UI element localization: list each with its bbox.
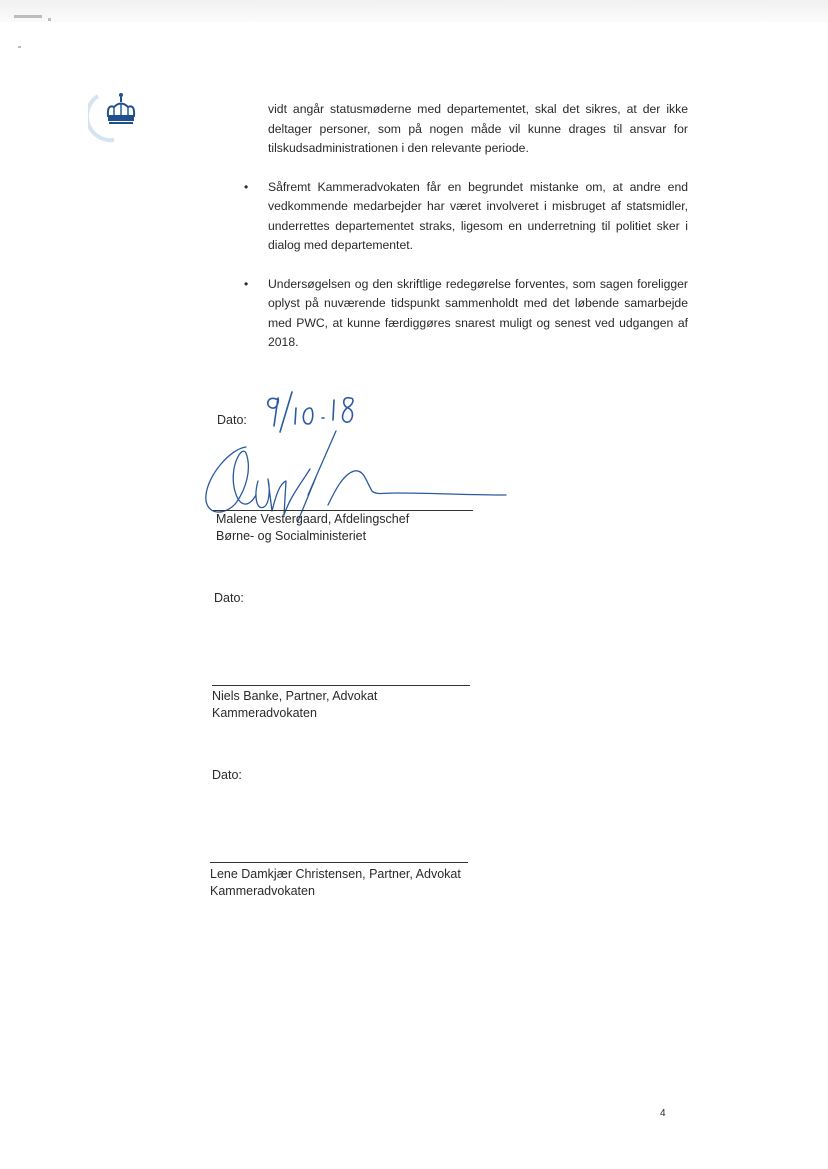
date-label: Dato: (217, 413, 247, 427)
bullet-text: Såfremt Kammeradvokaten får en begrundet mistanke om, at andre end vedkommende medarbejder har været involveret i misbruget af statsmidler, underrettes departementet straks, ligesom en underretning til politiet sker i dialog med departementet. (268, 179, 688, 252)
signature-line (212, 685, 470, 686)
signatory-name-title: Malene Vestergaard, Afdelingschef (216, 512, 410, 526)
signatory-name-title: Niels Banke, Partner, Advokat (212, 689, 378, 703)
scan-speck (18, 46, 21, 48)
signatory-organization: Børne- og Socialministeriet (216, 529, 367, 543)
date-label: Dato: (212, 768, 242, 782)
scan-speck (14, 15, 42, 18)
bullet-text: Undersøgelsen og den skriftlige redegørelse forventes, som sagen foreligger oplyst på nuværende tidspunkt sammenholdt med det løbende samarbejde med PWC, at kunne færdiggøres snarest muligt og senest ved udgangen af 2018. (268, 276, 688, 349)
signatory-name-title: Lene Damkjær Christensen, Partner, Advokat (210, 867, 461, 881)
scan-margin (0, 0, 828, 22)
crown-logo-icon (88, 90, 140, 146)
bullet-icon: • (244, 179, 249, 194)
list-item (244, 275, 688, 353)
page-number: 4 (660, 1108, 666, 1119)
letter-body (244, 100, 688, 353)
bullet-list (244, 178, 688, 353)
signature-line (210, 862, 468, 863)
signatory-organization: Kammeradvokaten (210, 884, 315, 898)
bullet-icon: • (244, 276, 249, 291)
signatory-organization: Kammeradvokaten (212, 706, 317, 720)
scan-speck (48, 18, 51, 21)
opening-paragraph: vidt angår statusmøderne med departementet, skal det sikres, at der ikke deltager personer, som på nogen måde vil kunne drages til ansvar for tilskudsadministrationen i den relevante periode. (268, 102, 688, 155)
date-label: Dato: (214, 591, 244, 605)
list-item (244, 178, 688, 256)
